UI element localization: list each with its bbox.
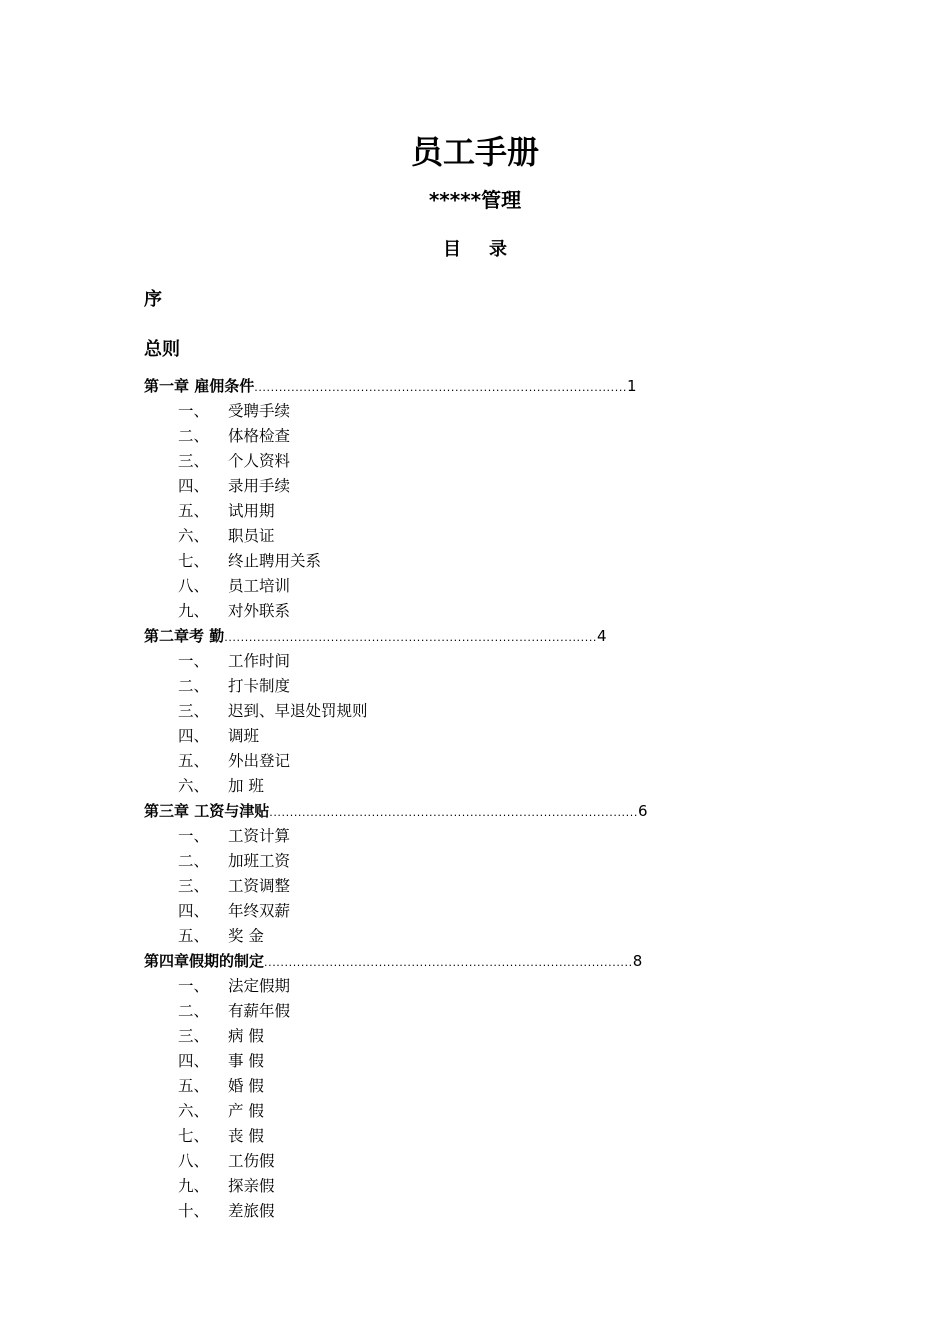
toc-chapter-entry[interactable] xyxy=(144,949,664,974)
general-heading: 总则 xyxy=(144,339,180,360)
chapter-page-number: 4 xyxy=(597,627,607,645)
toc-item-label: 工资调整 xyxy=(228,877,291,895)
chapter-page-number: 8 xyxy=(632,952,643,970)
toc-item[interactable] xyxy=(144,599,664,624)
toc-item-label: 体格检查 xyxy=(228,427,291,445)
table-of-contents xyxy=(144,374,664,1224)
toc-item-number: 八、 xyxy=(178,577,210,595)
toc-item[interactable] xyxy=(144,449,664,474)
toc-item[interactable] xyxy=(144,874,664,899)
toc-item-label: 产 假 xyxy=(228,1102,264,1120)
toc-item-label: 有薪年假 xyxy=(228,1002,291,1020)
chapter-title: 第二章考 勤 xyxy=(144,627,225,645)
toc-heading-char-1: 目 xyxy=(443,239,461,260)
toc-item-number: 十、 xyxy=(178,1202,210,1220)
toc-item-label: 加班工资 xyxy=(228,852,291,870)
toc-item[interactable] xyxy=(144,674,664,699)
dot-leader: .......................................................................................... xyxy=(269,806,638,819)
toc-item-number: 七、 xyxy=(178,552,210,570)
toc-chapter-entry[interactable] xyxy=(144,624,664,649)
toc-heading-char-2: 录 xyxy=(489,239,507,260)
toc-item-label: 试用期 xyxy=(228,502,275,520)
toc-heading xyxy=(0,237,950,263)
toc-item[interactable] xyxy=(144,924,664,949)
toc-item-number: 六、 xyxy=(178,1102,210,1120)
toc-item-number: 五、 xyxy=(178,927,210,945)
toc-item-number: 五、 xyxy=(178,752,210,770)
toc-item-number: 四、 xyxy=(178,1052,210,1070)
toc-item[interactable] xyxy=(144,399,664,424)
toc-item[interactable] xyxy=(144,649,664,674)
toc-item[interactable] xyxy=(144,774,664,799)
toc-item[interactable] xyxy=(144,1099,664,1124)
document-title: 员工手册 xyxy=(410,133,539,171)
preface-heading: 序 xyxy=(144,289,162,310)
toc-item-number: 五、 xyxy=(178,1077,210,1095)
toc-item[interactable] xyxy=(144,899,664,924)
toc-item-label: 事 假 xyxy=(228,1052,264,1070)
toc-item-label: 终止聘用关系 xyxy=(228,552,322,570)
toc-item-label: 录用手续 xyxy=(228,477,291,495)
toc-item-number: 九、 xyxy=(178,602,210,620)
toc-item-number: 二、 xyxy=(178,677,210,695)
toc-item-number: 六、 xyxy=(178,777,210,795)
toc-item-label: 婚 假 xyxy=(228,1077,264,1095)
toc-item-label: 员工培训 xyxy=(228,577,291,595)
toc-item[interactable] xyxy=(144,524,664,549)
toc-item-label: 探亲假 xyxy=(228,1177,275,1195)
dot-leader: ........................................................................................... xyxy=(224,631,598,644)
chapter-page-number: 1 xyxy=(627,377,637,395)
toc-item-label: 工资计算 xyxy=(228,827,291,845)
toc-item-label: 奖 金 xyxy=(228,927,264,945)
chapter-page-number: 6 xyxy=(637,802,648,820)
document-subtitle: *****管理 xyxy=(428,188,522,212)
toc-item-number: 六、 xyxy=(178,527,210,545)
toc-item[interactable] xyxy=(144,974,664,999)
toc-item-number: 一、 xyxy=(178,977,210,995)
toc-item[interactable] xyxy=(144,1199,664,1224)
dot-leader: .......................................................................................... xyxy=(264,956,633,969)
toc-item-number: 二、 xyxy=(178,852,210,870)
dot-leader: ........................................................................................... xyxy=(254,381,628,394)
toc-item[interactable] xyxy=(144,499,664,524)
toc-item-label: 加 班 xyxy=(228,777,264,795)
toc-item[interactable] xyxy=(144,724,664,749)
toc-item-label: 病 假 xyxy=(228,1027,264,1045)
toc-item-number: 九、 xyxy=(178,1177,210,1195)
toc-item[interactable] xyxy=(144,749,664,774)
toc-item-label: 受聘手续 xyxy=(228,402,291,420)
toc-item-number: 七、 xyxy=(178,1127,210,1145)
toc-item-label: 外出登记 xyxy=(228,752,291,770)
toc-item[interactable] xyxy=(144,849,664,874)
toc-item-number: 四、 xyxy=(178,902,210,920)
toc-item[interactable] xyxy=(144,1074,664,1099)
toc-chapter-entry[interactable] xyxy=(144,799,664,824)
toc-item-label: 打卡制度 xyxy=(228,677,291,695)
chapter-title: 第一章 雇佣条件 xyxy=(144,377,255,395)
toc-item-number: 三、 xyxy=(178,702,210,720)
toc-chapter-entry[interactable] xyxy=(144,374,664,399)
toc-item[interactable] xyxy=(144,474,664,499)
toc-item-number: 三、 xyxy=(178,1027,210,1045)
toc-item[interactable] xyxy=(144,1024,664,1049)
toc-item-number: 一、 xyxy=(178,402,210,420)
toc-item-label: 年终双薪 xyxy=(228,902,291,920)
toc-item-label: 丧 假 xyxy=(228,1127,264,1145)
toc-item-label: 工作时间 xyxy=(228,652,291,670)
toc-item-number: 四、 xyxy=(178,477,210,495)
toc-item[interactable] xyxy=(144,999,664,1024)
toc-item-number: 二、 xyxy=(178,1002,210,1020)
toc-item-number: 三、 xyxy=(178,452,210,470)
toc-item[interactable] xyxy=(144,1124,664,1149)
toc-item-number: 一、 xyxy=(178,652,210,670)
toc-item-label: 法定假期 xyxy=(228,977,291,995)
toc-item[interactable] xyxy=(144,574,664,599)
toc-item-label: 差旅假 xyxy=(228,1202,275,1220)
toc-item-label: 调班 xyxy=(228,727,260,745)
toc-item-label: 职员证 xyxy=(228,527,275,545)
chapter-title: 第四章假期的制定 xyxy=(144,952,265,970)
toc-item-number: 八、 xyxy=(178,1152,210,1170)
toc-item-label: 迟到、早退处罚规则 xyxy=(228,702,368,720)
toc-item-number: 四、 xyxy=(178,727,210,745)
toc-item[interactable] xyxy=(144,824,664,849)
toc-item[interactable] xyxy=(144,699,664,724)
toc-item[interactable] xyxy=(144,1149,664,1174)
chapter-title: 第三章 工资与津贴 xyxy=(144,802,270,820)
toc-item-label: 个人资料 xyxy=(228,452,291,470)
toc-item-number: 五、 xyxy=(178,502,210,520)
toc-item[interactable] xyxy=(144,1174,664,1199)
toc-item-number: 二、 xyxy=(178,427,210,445)
toc-item[interactable] xyxy=(144,1049,664,1074)
toc-item-number: 三、 xyxy=(178,877,210,895)
toc-item[interactable] xyxy=(144,549,664,574)
toc-item-label: 工伤假 xyxy=(228,1152,275,1170)
toc-item-label: 对外联系 xyxy=(228,602,291,620)
toc-item-number: 一、 xyxy=(178,827,210,845)
toc-item[interactable] xyxy=(144,424,664,449)
